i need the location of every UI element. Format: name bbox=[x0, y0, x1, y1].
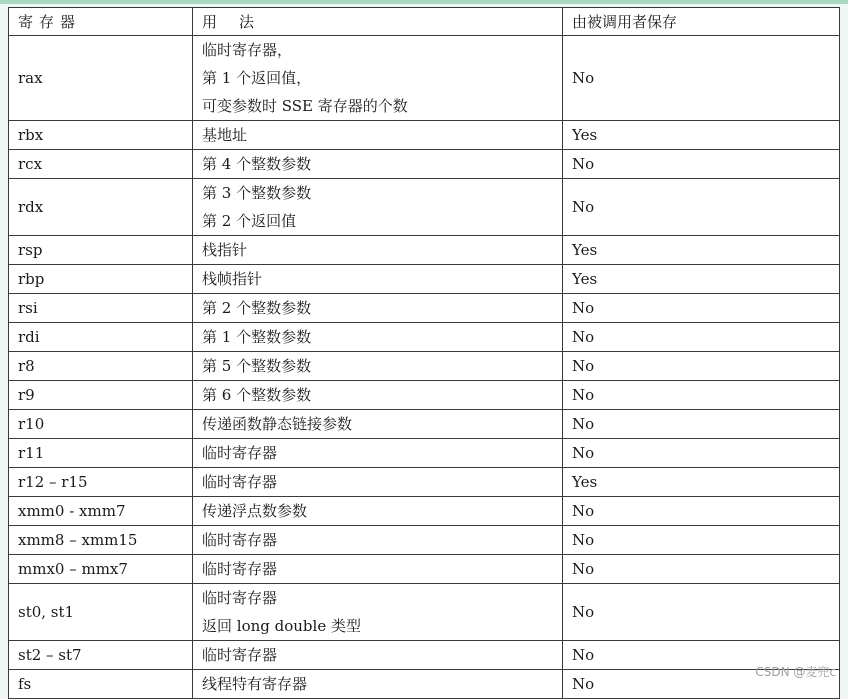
table-row bbox=[9, 439, 840, 468]
callee-saved-cell: No bbox=[563, 352, 840, 381]
register-cell: rdi bbox=[9, 323, 193, 352]
table-row bbox=[9, 526, 840, 555]
callee-saved-cell: No bbox=[563, 36, 840, 121]
callee-saved-cell: No bbox=[563, 555, 840, 584]
register-cell: st2 – st7 bbox=[9, 641, 193, 670]
usage-cell bbox=[193, 381, 563, 410]
usage-cell bbox=[193, 584, 563, 641]
callee-saved-cell: No bbox=[563, 670, 840, 699]
usage-line: 临时寄存器， bbox=[202, 41, 293, 59]
usage-cell bbox=[193, 236, 563, 265]
callee-saved-cell: Yes bbox=[563, 236, 840, 265]
table-row bbox=[9, 352, 840, 381]
header-register: 寄存器 bbox=[9, 8, 193, 36]
table-row bbox=[9, 468, 840, 497]
register-cell: xmm8 – xmm15 bbox=[9, 526, 193, 555]
table-row bbox=[9, 294, 840, 323]
register-cell: rbp bbox=[9, 265, 193, 294]
usage-cell bbox=[193, 179, 563, 236]
table-row bbox=[9, 381, 840, 410]
register-cell: rsp bbox=[9, 236, 193, 265]
usage-cell bbox=[193, 294, 563, 323]
usage-line: 第 1 个返回值， bbox=[202, 69, 312, 87]
usage-line: 栈帧指针 bbox=[202, 270, 263, 288]
callee-saved-cell: No bbox=[563, 497, 840, 526]
callee-saved-cell: No bbox=[563, 381, 840, 410]
table-row bbox=[9, 410, 840, 439]
callee-saved-cell: Yes bbox=[563, 265, 840, 294]
table-row bbox=[9, 150, 840, 179]
header-usage-a: 用 bbox=[202, 12, 218, 31]
register-cell: rsi bbox=[9, 294, 193, 323]
callee-saved-cell: No bbox=[563, 584, 840, 641]
usage-line: 栈指针 bbox=[202, 241, 248, 259]
table-row bbox=[9, 497, 840, 526]
register-cell: mmx0 – mmx7 bbox=[9, 555, 193, 584]
callee-saved-cell: No bbox=[563, 294, 840, 323]
table-row bbox=[9, 236, 840, 265]
callee-saved-cell: Yes bbox=[563, 121, 840, 150]
table-row bbox=[9, 36, 840, 121]
register-cell: fs bbox=[9, 670, 193, 699]
register-cell: r9 bbox=[9, 381, 193, 410]
register-cell: rcx bbox=[9, 150, 193, 179]
usage-cell bbox=[193, 526, 563, 555]
header-usage bbox=[193, 8, 563, 36]
table-row bbox=[9, 179, 840, 236]
usage-line: 传递浮点数参数 bbox=[202, 502, 308, 520]
register-cell: rdx bbox=[9, 179, 193, 236]
register-cell: rax bbox=[9, 36, 193, 121]
usage-line: 临时寄存器 bbox=[202, 646, 278, 664]
callee-saved-cell: Yes bbox=[563, 468, 840, 497]
table-row bbox=[9, 323, 840, 352]
usage-line: 第 5 个整数参数 bbox=[202, 357, 312, 375]
usage-cell bbox=[193, 641, 563, 670]
top-accent-bar bbox=[0, 0, 848, 4]
register-cell: r12 – r15 bbox=[9, 468, 193, 497]
register-cell: xmm0 - xmm7 bbox=[9, 497, 193, 526]
table-row bbox=[9, 641, 840, 670]
table-row bbox=[9, 670, 840, 699]
usage-cell bbox=[193, 323, 563, 352]
usage-cell bbox=[193, 150, 563, 179]
register-cell: st0, st1 bbox=[9, 584, 193, 641]
usage-cell bbox=[193, 410, 563, 439]
usage-line: 临时寄存器 bbox=[202, 473, 278, 491]
usage-line: 临时寄存器 bbox=[202, 444, 278, 462]
register-cell: r8 bbox=[9, 352, 193, 381]
callee-saved-cell: No bbox=[563, 150, 840, 179]
usage-line: 线程特有寄存器 bbox=[202, 675, 308, 693]
table-header-row bbox=[9, 8, 840, 36]
usage-line: 第 3 个整数参数 bbox=[202, 184, 312, 202]
table-row bbox=[9, 555, 840, 584]
usage-line: 第 4 个整数参数 bbox=[202, 155, 312, 173]
usage-line: 第 2 个返回值 bbox=[202, 212, 297, 230]
callee-saved-cell: No bbox=[563, 641, 840, 670]
callee-saved-cell: No bbox=[563, 526, 840, 555]
usage-cell bbox=[193, 439, 563, 468]
usage-cell bbox=[193, 497, 563, 526]
register-cell: r10 bbox=[9, 410, 193, 439]
callee-saved-cell: No bbox=[563, 439, 840, 468]
callee-saved-cell: No bbox=[563, 323, 840, 352]
table-row bbox=[9, 584, 840, 641]
usage-cell bbox=[193, 36, 563, 121]
usage-line: 临时寄存器 bbox=[202, 589, 278, 607]
usage-line: 基地址 bbox=[202, 126, 248, 144]
usage-cell bbox=[193, 121, 563, 150]
register-cell: rbx bbox=[9, 121, 193, 150]
table-body bbox=[9, 36, 840, 699]
usage-cell bbox=[193, 555, 563, 584]
table-row bbox=[9, 265, 840, 294]
usage-cell bbox=[193, 352, 563, 381]
usage-line: 临时寄存器 bbox=[202, 560, 278, 578]
callee-saved-cell: No bbox=[563, 179, 840, 236]
usage-line: 第 6 个整数参数 bbox=[202, 386, 312, 404]
callee-saved-cell: No bbox=[563, 410, 840, 439]
register-table bbox=[8, 7, 840, 699]
usage-line: 返回 long double 类型 bbox=[202, 617, 361, 635]
usage-line: 第 2 个整数参数 bbox=[202, 299, 312, 317]
usage-line: 可变参数时 SSE 寄存器的个数 bbox=[202, 97, 408, 115]
usage-cell bbox=[193, 670, 563, 699]
table-row bbox=[9, 121, 840, 150]
header-usage-b: 法 bbox=[239, 12, 255, 31]
usage-cell bbox=[193, 265, 563, 294]
usage-line: 传递函数静态链接参数 bbox=[202, 415, 353, 433]
usage-line: 临时寄存器 bbox=[202, 531, 278, 549]
register-cell: r11 bbox=[9, 439, 193, 468]
header-callee-saved: 由被调用者保存 bbox=[563, 8, 840, 36]
usage-cell bbox=[193, 468, 563, 497]
usage-line: 第 1 个整数参数 bbox=[202, 328, 312, 346]
watermark: CSDN @麦兜c bbox=[755, 665, 836, 679]
